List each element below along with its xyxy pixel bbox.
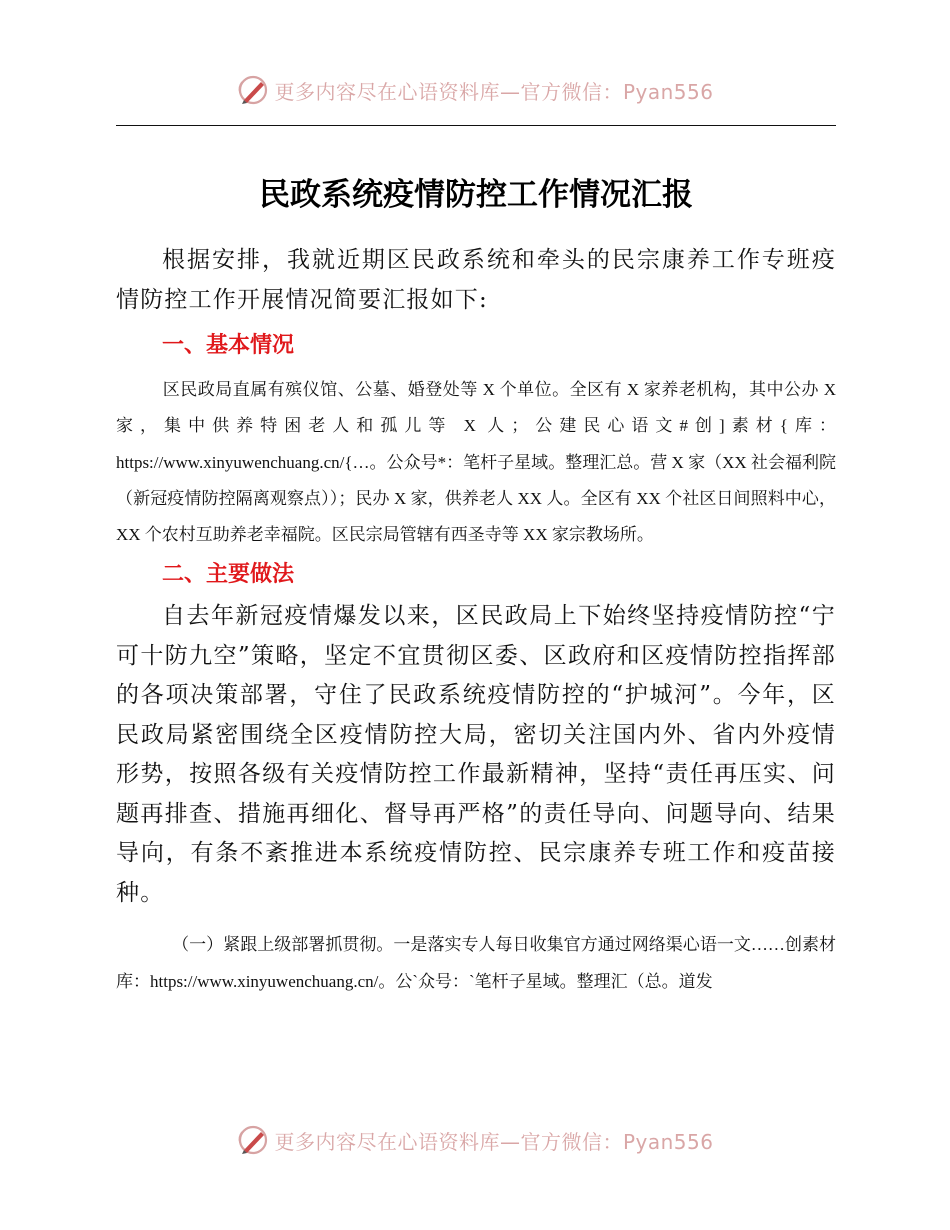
subsection-paragraph: （一）紧跟上级部署抓贯彻。一是落实专人每日收集官方通过网络渠心语一文……创素材库：https://www.xinyuwenchuang.cn/。公`众号：`笔杆子星域。整理汇（总。道发 — [116, 935, 836, 991]
basic-situation-paragraph: 区民政局直属有殡仪馆、公墓、婚登处等 X 个单位。全区有 X 家养老机构，其中公办 X 家，集中供养特困老人和孤儿等 X 人；公建民心语文#创]素材{库：https://www.xinyuwenchuang.cn/{…。公众号*：笔杆子星域。整理汇总。营 X 家（XX 社会福利院（新冠疫情防控隔离观察点））；民办 X 家，供养老人 XX 人。全区有 XX 个社区日间照料中心，XX 个农村互助养老幸福院。区民宗局管辖有西圣寺等 XX 家宗教场所。 — [116, 380, 836, 545]
intro-paragraph: 根据安排，我就近期区民政系统和牵头的民宗康养工作专班疫情防控工作开展情况简要汇报如下: — [116, 247, 836, 313]
header-divider — [116, 125, 836, 126]
watermark-text: 更多内容尽在心语资料库—官方微信：Pyan556 — [274, 79, 714, 104]
document-title: 民政系统疫情防控工作情况汇报 — [259, 177, 693, 213]
main-practice-paragraph: 自去年新冠疫情爆发以来，区民政局上下始终坚持疫情防控“宁可十防九空”策略，坚定不宜贯彻区委、区政府和区疫情防控指挥部的各项决策部署，守住了民政系统疫情防控的“护城河”。今年，区民政局紧密围绕全区疫情防控大局，密切关注国内外、省内外疫情形势，按照各级有关疫情防控工作最新精神，坚持“责任再压实、问题再排查、措施再细化、督导再严格”的责任导向、问题导向、结果导向，有条不紊推进本系统疫情防控、民宗康养专班工作和疫苗接种。 — [116, 603, 836, 906]
section-heading-practice: 二、主要做法 — [162, 562, 295, 588]
footer-watermark-banner — [0, 1120, 950, 1160]
pen-logo-icon — [236, 73, 270, 107]
document-body — [116, 165, 836, 1000]
section-heading-basic: 一、基本情况 — [162, 333, 295, 358]
watermark-text: 更多内容尽在心语资料库—官方微信：Pyan556 — [274, 1129, 714, 1154]
pen-logo-icon — [236, 1123, 270, 1157]
header-watermark-banner — [0, 70, 950, 110]
